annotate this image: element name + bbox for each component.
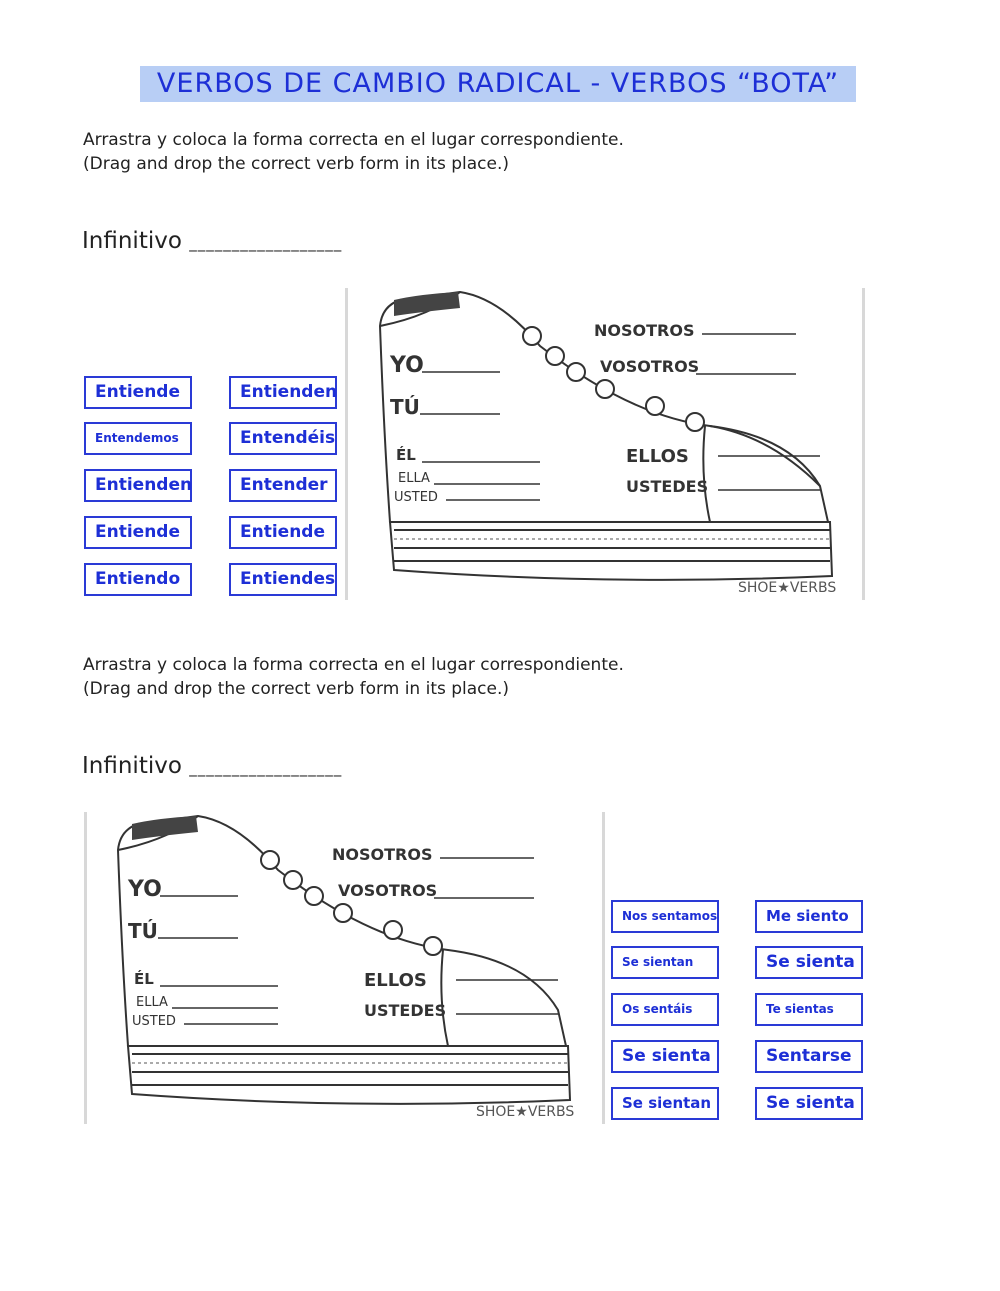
verb-chip[interactable]: Se sientan xyxy=(611,946,719,979)
instruction-spanish: Arrastra y coloca la forma correcta en el lugar correspondiente. xyxy=(83,130,624,150)
label-ellos: ELLOS xyxy=(364,970,427,991)
label-ella: ELLA xyxy=(136,995,168,1010)
verb-chip[interactable]: Entiendes xyxy=(229,563,337,596)
verb-chip[interactable]: Os sentáis xyxy=(611,993,719,1026)
verb-chip[interactable]: Entienden xyxy=(84,469,192,502)
label-ella: ELLA xyxy=(398,471,430,486)
infinitive-blank[interactable]: __________________ xyxy=(189,234,343,252)
label-ellos: ELLOS xyxy=(626,446,689,467)
verb-chip[interactable]: Me siento xyxy=(755,900,863,933)
verb-chip[interactable]: Se sientan xyxy=(611,1087,719,1120)
infinitive-line xyxy=(82,753,342,779)
verb-chip[interactable]: Entender xyxy=(229,469,337,502)
verb-chip[interactable]: Entiende xyxy=(84,376,192,409)
verb-chip[interactable]: Te sientas xyxy=(755,993,863,1026)
brand-watermark: SHOE★VERBS xyxy=(738,580,837,596)
page-title: VERBOS DE CAMBIO RADICAL - VERBOS “BOTA” xyxy=(140,66,856,102)
verb-chip[interactable]: Se sienta xyxy=(755,1087,863,1120)
verb-chip[interactable]: Entiende xyxy=(229,516,337,549)
label-vosotros: VOSOTROS xyxy=(600,357,700,376)
instruction-english: (Drag and drop the correct verb form in its place.) xyxy=(83,154,510,174)
infinitive-label: Infinitivo xyxy=(82,228,182,254)
verb-chip[interactable]: Entendemos xyxy=(84,422,192,455)
verb-chip[interactable]: Entiendo xyxy=(84,563,192,596)
verb-chip[interactable]: Entiende xyxy=(84,516,192,549)
infinitive-label: Infinitivo xyxy=(82,753,182,779)
label-el: ÉL xyxy=(134,970,154,988)
label-vosotros: VOSOTROS xyxy=(338,881,438,900)
label-nosotros: NOSOTROS xyxy=(594,321,695,340)
verb-chip[interactable]: Se sienta xyxy=(611,1040,719,1073)
instruction-spanish: Arrastra y coloca la forma correcta en el lugar correspondiente. xyxy=(83,655,624,675)
infinitive-blank[interactable]: __________________ xyxy=(189,759,343,777)
verb-chip[interactable]: Nos sentamos xyxy=(611,900,719,933)
verb-chip[interactable]: Entienden xyxy=(229,376,337,409)
label-ustedes: USTEDES xyxy=(626,477,709,496)
label-el: ÉL xyxy=(396,446,416,464)
label-tu: TÚ xyxy=(128,919,158,943)
verb-chip[interactable]: Se sienta xyxy=(755,946,863,979)
label-nosotros: NOSOTROS xyxy=(332,845,433,864)
label-usted: USTED xyxy=(132,1014,176,1029)
label-yo: YO xyxy=(390,353,424,378)
shoe-verb-chart xyxy=(88,810,600,1128)
label-tu: TÚ xyxy=(390,395,420,419)
brand-watermark: SHOE★VERBS xyxy=(476,1104,575,1120)
infinitive-line xyxy=(82,228,342,254)
label-usted: USTED xyxy=(394,490,438,505)
verb-chip[interactable]: Entendéis xyxy=(229,422,337,455)
shoe-verb-chart xyxy=(350,286,860,604)
verb-chip[interactable]: Sentarse xyxy=(755,1040,863,1073)
divider xyxy=(345,288,348,600)
divider xyxy=(602,812,605,1124)
instruction-english: (Drag and drop the correct verb form in its place.) xyxy=(83,679,510,699)
label-ustedes: USTEDES xyxy=(364,1001,447,1020)
label-yo: YO xyxy=(128,877,162,902)
divider xyxy=(862,288,865,600)
divider xyxy=(84,812,87,1124)
